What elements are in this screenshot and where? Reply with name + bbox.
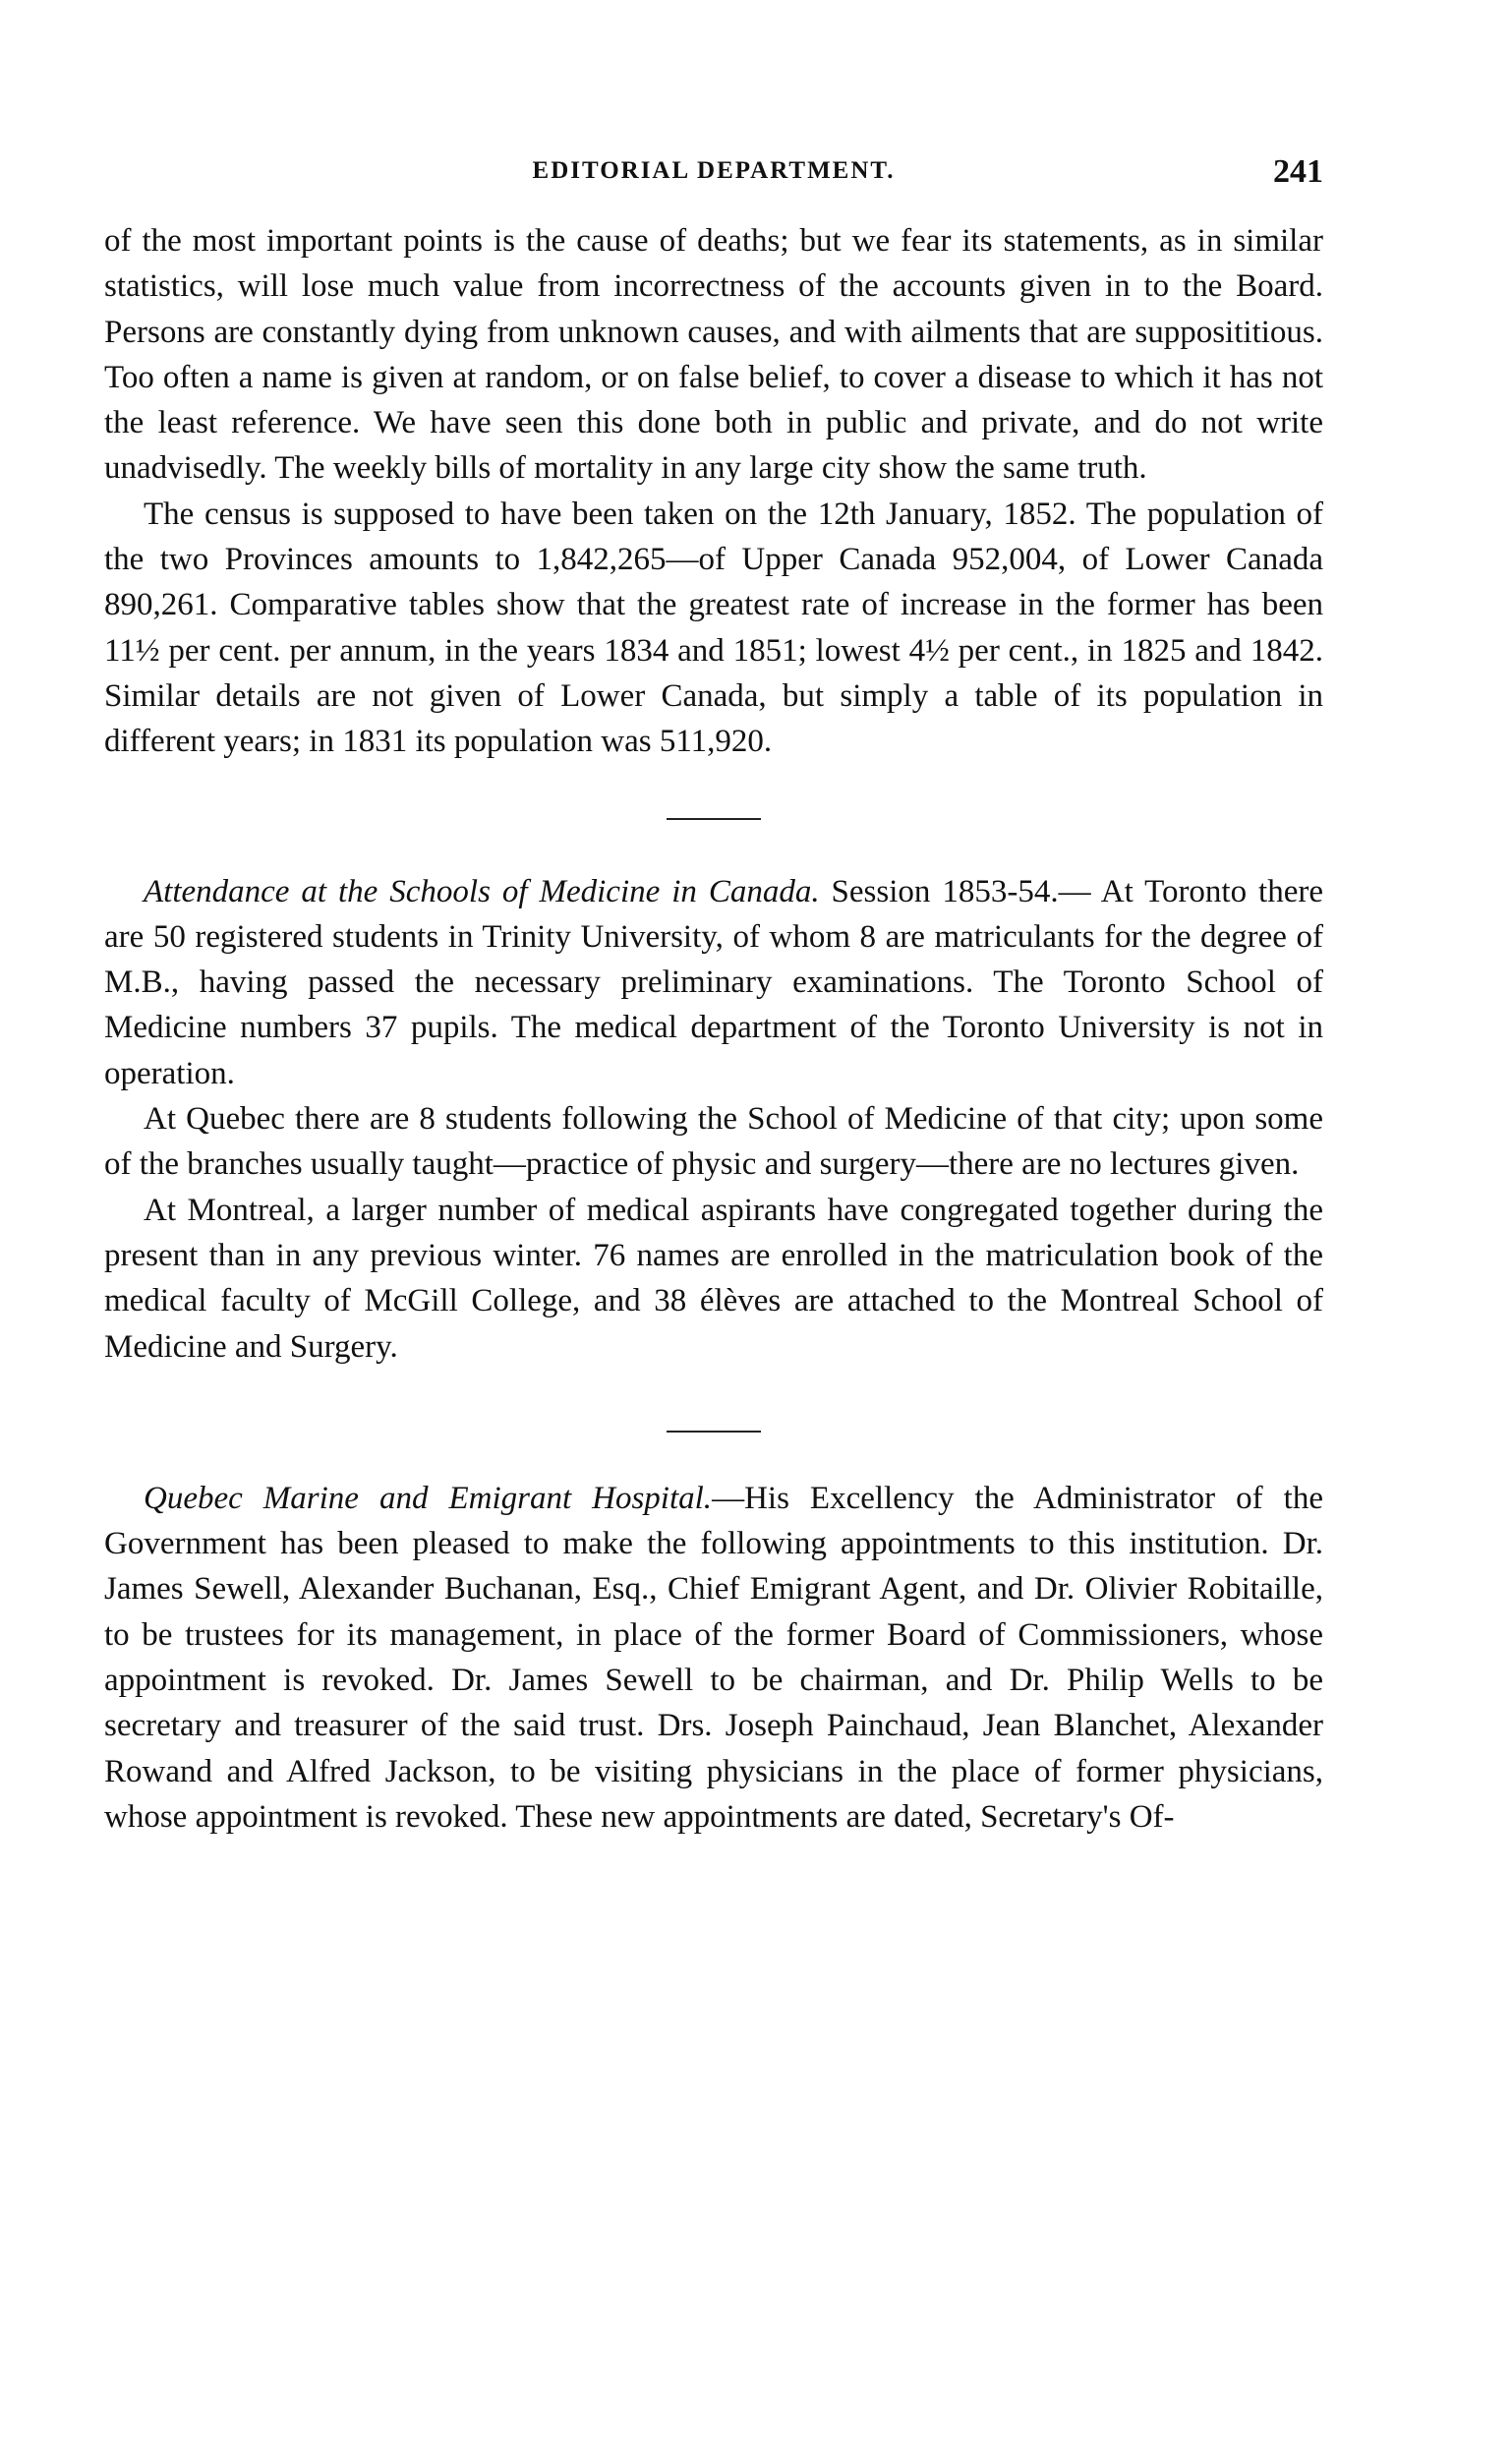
section-heading-schools: Attendance at the Schools of Medicine in Canada. — [144, 873, 820, 909]
section-divider — [667, 1431, 761, 1433]
paragraph-cause-of-deaths: of the most important points is the cause of deaths; but we fear its statements, as in similar statistics, will lose much value from incorrectness of the accounts given in to the Board. Persons are constantly dying from unknown causes, and with ailments that are supposititious. Too often a name is given at random, or on false belief, to cover a disease to which it has not the least reference. We have seen this done both in public and private, and do not write unadvisedly. The weekly bills of mortality in any large city show the same truth. — [104, 223, 1323, 487]
schools-body-text: Session 1853-54.— At Toronto there are 50 registered students in Trinity University, of whom 8 are matriculants for the degree of M.B., having passed the necessary preliminary examinations. The Toronto School of Medicine numbers 37 pupils. The medical department of the Toronto University is not in operation. — [104, 873, 1324, 1091]
paragraph-montreal-students: At Montreal, a larger number of medical aspirants have congregated together during the present than in any previous winter. 76 names are enrolled in the matriculation book of the medical faculty of McGill College, and 38 élèves are attached to the Montreal School of Medicine and Surgery. — [104, 1192, 1323, 1365]
running-head — [104, 153, 1323, 197]
page-number: 241 — [1273, 153, 1323, 190]
paragraph-census: The census is supposed to have been taken on the 12th January, 1852. The population of the two Provinces amounts to 1,842,265—of Upper Canada 952,004, of Lower Canada 890,261. Comparative tables show that the greatest rate of increase in the former has been 11½ per cent. per annum, in the years 1834 and 1851; lowest 4½ per cent., in 1825 and 1842. Similar details are not given of Lower Canada, but simply a table of its population in different years; in 1831 its population was 511,920. — [104, 496, 1323, 760]
paragraph-quebec-students: At Quebec there are 8 students following the School of Medicine of that city; upon some of the branches usually taught—practice of physic and surgery—there are no lectures given. — [104, 1101, 1323, 1183]
section-heading-hospital: Quebec Marine and Emigrant Hospital. — [144, 1480, 713, 1516]
paragraph-schools-of-medicine — [104, 869, 1323, 1096]
running-title: EDITORIAL DEPARTMENT. — [532, 157, 896, 184]
paragraph-marine-hospital — [104, 1476, 1323, 1840]
section-divider — [667, 818, 761, 820]
body-text — [104, 218, 1323, 1840]
hospital-body-text: —His Excellency the Administrator of the Government has been pleased to make the following appointments to this institution. Dr. James Sewell, Alexander Buchanan, Esq., Chief Emigrant Agent, and Dr. Olivier Robitaille, to be trustees for its management, in place of the former Board of Commissioners, whose appointment is revoked. Dr. James Sewell to be chairman, and Dr. Philip Wells to be secretary and treasurer of the said trust. Drs. Joseph Painchaud, Jean Blanchet, Alexander Rowand and Alfred Jackson, to be visiting physicians in the place of former physicians, whose appointment is revoked. These new appointments are dated, Secretary's Of- — [104, 1480, 1323, 1835]
